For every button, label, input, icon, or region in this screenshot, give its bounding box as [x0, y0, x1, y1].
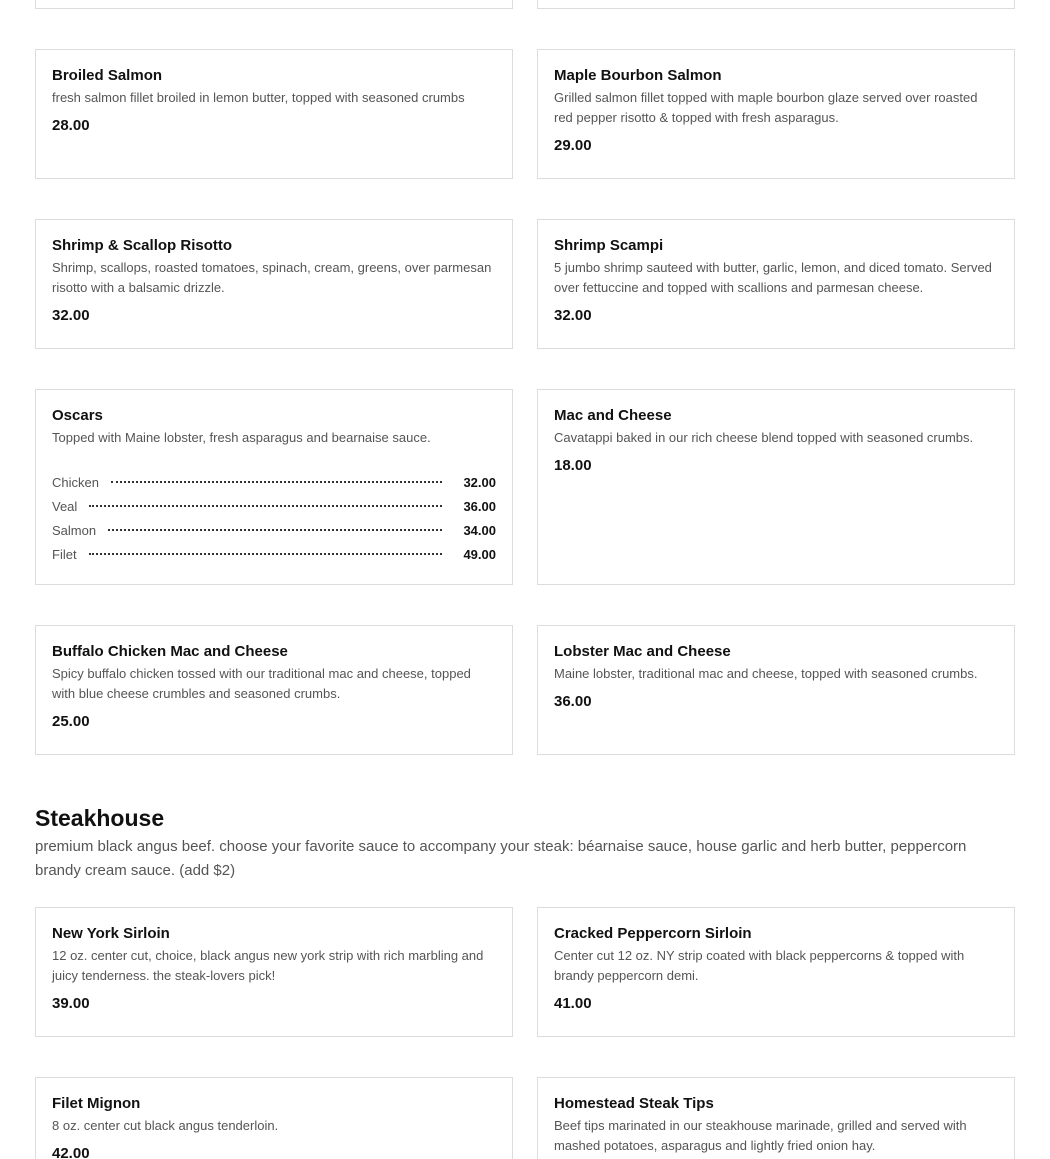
menu-item-card-partial — [537, 0, 1015, 9]
price-option-row — [52, 494, 496, 518]
option-price: 36.00 — [463, 498, 496, 514]
item-description: Maine lobster, traditional mac and cheese, topped with seasoned crumbs. — [554, 666, 978, 681]
section-title: Steakhouse — [35, 805, 165, 831]
menu-item-cracked-peppercorn-sirloin — [537, 907, 1015, 1037]
menu-item-card-partial — [35, 0, 513, 9]
item-price: 42.00 — [52, 1145, 90, 1159]
item-description: Spicy buffalo chicken tossed with our traditional mac and cheese, topped with blue cheese crumbles and seasoned crumbs. — [52, 666, 471, 701]
item-name: Shrimp Scampi — [554, 237, 664, 254]
section-description: premium black angus beef. choose your favorite sauce to accompany your steak: béarnaise sauce, house garlic and herb butter, peppercorn brandy cream sauce. (add $2) — [35, 838, 967, 879]
item-name: Broiled Salmon — [52, 67, 163, 84]
item-name: Lobster Mac and Cheese — [554, 643, 731, 660]
item-name: Maple Bourbon Salmon — [554, 67, 722, 84]
item-price: 32.00 — [52, 307, 90, 324]
option-label: Veal — [52, 498, 78, 514]
item-price: 28.00 — [52, 117, 90, 134]
item-description: Cavatappi baked in our rich cheese blend topped with seasoned crumbs. — [554, 430, 974, 445]
item-description: 12 oz. center cut, choice, black angus new york strip with rich marbling and juicy tenderness. the steak-lovers pick! — [52, 948, 484, 983]
menu-item-oscars — [35, 389, 513, 585]
item-description: 8 oz. center cut black angus tenderloin. — [52, 1118, 279, 1133]
item-name: Cracked Peppercorn Sirloin — [554, 925, 752, 942]
item-price: 36.00 — [554, 693, 592, 710]
price-option-row — [52, 470, 496, 494]
item-price: 29.00 — [554, 137, 592, 154]
option-label: Chicken — [52, 474, 99, 490]
option-label: Salmon — [52, 522, 97, 538]
item-description: Topped with Maine lobster, fresh asparagus and bearnaise sauce. — [52, 430, 431, 445]
price-option-row — [52, 542, 496, 566]
item-name: Buffalo Chicken Mac and Cheese — [52, 643, 288, 660]
item-price: 25.00 — [52, 713, 90, 730]
item-description: 5 jumbo shrimp sauteed with butter, garlic, lemon, and diced tomato. Served over fettuccine and topped with scallions and parmesan cheese. — [554, 260, 992, 295]
item-price: 41.00 — [554, 995, 592, 1012]
menu-item-lobster-mac — [537, 625, 1015, 755]
menu-item-filet-mignon — [35, 1077, 513, 1159]
item-name: Oscars — [52, 407, 103, 424]
dotted-leader — [108, 529, 442, 531]
menu-item-new-york-sirloin — [35, 907, 513, 1037]
menu-item-homestead-steak-tips — [537, 1077, 1015, 1159]
price-options-list — [52, 470, 496, 566]
item-name: Shrimp & Scallop Risotto — [52, 237, 233, 254]
menu-item-buffalo-chicken-mac — [35, 625, 513, 755]
item-name: New York Sirloin — [52, 925, 170, 942]
item-price: 39.00 — [52, 995, 90, 1012]
item-price: 18.00 — [554, 457, 592, 474]
item-description: Beef tips marinated in our steakhouse marinade, grilled and served with mashed potatoes, asparagus and lightly fried onion hay. — [554, 1118, 967, 1153]
item-price: 32.00 — [554, 307, 592, 324]
item-name: Homestead Steak Tips — [554, 1095, 714, 1112]
menu-item-shrimp-scallop-risotto — [35, 219, 513, 349]
item-description: fresh salmon fillet broiled in lemon butter, topped with seasoned crumbs — [52, 90, 465, 105]
item-description: Grilled salmon fillet topped with maple bourbon glaze served over roasted red pepper risotto & topped with fresh asparagus. — [554, 90, 978, 125]
dotted-leader — [89, 553, 442, 555]
item-description: Shrimp, scallops, roasted tomatoes, spinach, cream, greens, over parmesan risotto with a balsamic drizzle. — [52, 260, 492, 295]
menu-item-broiled-salmon — [35, 49, 513, 179]
menu-item-maple-bourbon-salmon — [537, 49, 1015, 179]
menu-item-shrimp-scampi — [537, 219, 1015, 349]
option-price: 49.00 — [463, 546, 496, 562]
item-name: Filet Mignon — [52, 1095, 141, 1112]
dotted-leader — [111, 481, 442, 483]
option-price: 32.00 — [463, 474, 496, 490]
item-name: Mac and Cheese — [554, 407, 672, 424]
dotted-leader — [89, 505, 442, 507]
item-description: Center cut 12 oz. NY strip coated with black peppercorns & topped with brandy peppercorn demi. — [554, 948, 965, 983]
option-label: Filet — [52, 546, 77, 562]
option-price: 34.00 — [463, 522, 496, 538]
menu-item-mac-and-cheese — [537, 389, 1015, 585]
price-option-row — [52, 518, 496, 542]
